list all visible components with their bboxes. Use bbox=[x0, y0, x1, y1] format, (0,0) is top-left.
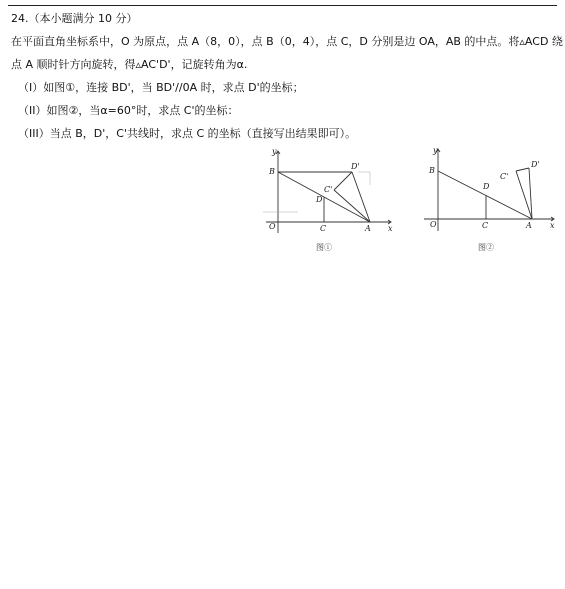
label-d: D bbox=[483, 182, 490, 191]
label-d-prime: D' bbox=[531, 160, 540, 169]
label-d: D bbox=[316, 195, 323, 204]
label-y: y bbox=[272, 147, 277, 156]
figure-1-caption: 图① bbox=[316, 243, 332, 252]
label-d-prime: D' bbox=[351, 162, 360, 171]
figure-2 bbox=[420, 145, 560, 240]
label-c-prime: C' bbox=[324, 185, 333, 194]
segment-ab bbox=[438, 171, 532, 219]
question-part-1: （I）如图①，连接 BD'，当 BD'//0A 时，求点 D'的坐标； bbox=[18, 81, 304, 94]
top-rule bbox=[8, 5, 557, 6]
label-y: y bbox=[433, 146, 438, 155]
question-part-3: （III）当点 B，D'，C'共线时，求点 C 的坐标（直接写出结果即可）。 bbox=[18, 127, 357, 140]
question-stem-line-2: 点 A 顺时针方向旋转，得▵AC'D'，记旋转角为α. bbox=[11, 58, 248, 71]
label-b: B bbox=[269, 167, 275, 176]
segment-c-prime-d-prime bbox=[334, 172, 352, 190]
question-header: 24.（本小题满分 10 分） bbox=[11, 12, 138, 25]
figure-2-caption: 图② bbox=[478, 243, 494, 252]
question-part-2: （II）如图②，当α=60°时，求点 C'的坐标： bbox=[18, 104, 239, 117]
label-c: C bbox=[320, 224, 327, 233]
label-b: B bbox=[429, 166, 435, 175]
figure-1 bbox=[258, 145, 398, 240]
segment-c-prime-d-prime bbox=[516, 168, 529, 171]
question-stem-line-1: 在平面直角坐标系中，O 为原点，点 A（8，0），点 B（0，4），点 C，D 分别是边 OA，AB 的中点。将▵ACD 绕 bbox=[11, 35, 563, 48]
label-c: C bbox=[482, 221, 489, 230]
label-o: O bbox=[269, 222, 276, 231]
label-x: x bbox=[388, 224, 393, 233]
label-c-prime: C' bbox=[500, 172, 509, 181]
label-a: A bbox=[365, 224, 371, 233]
label-a: A bbox=[526, 221, 532, 230]
label-x: x bbox=[550, 221, 555, 230]
label-o: O bbox=[430, 220, 437, 229]
